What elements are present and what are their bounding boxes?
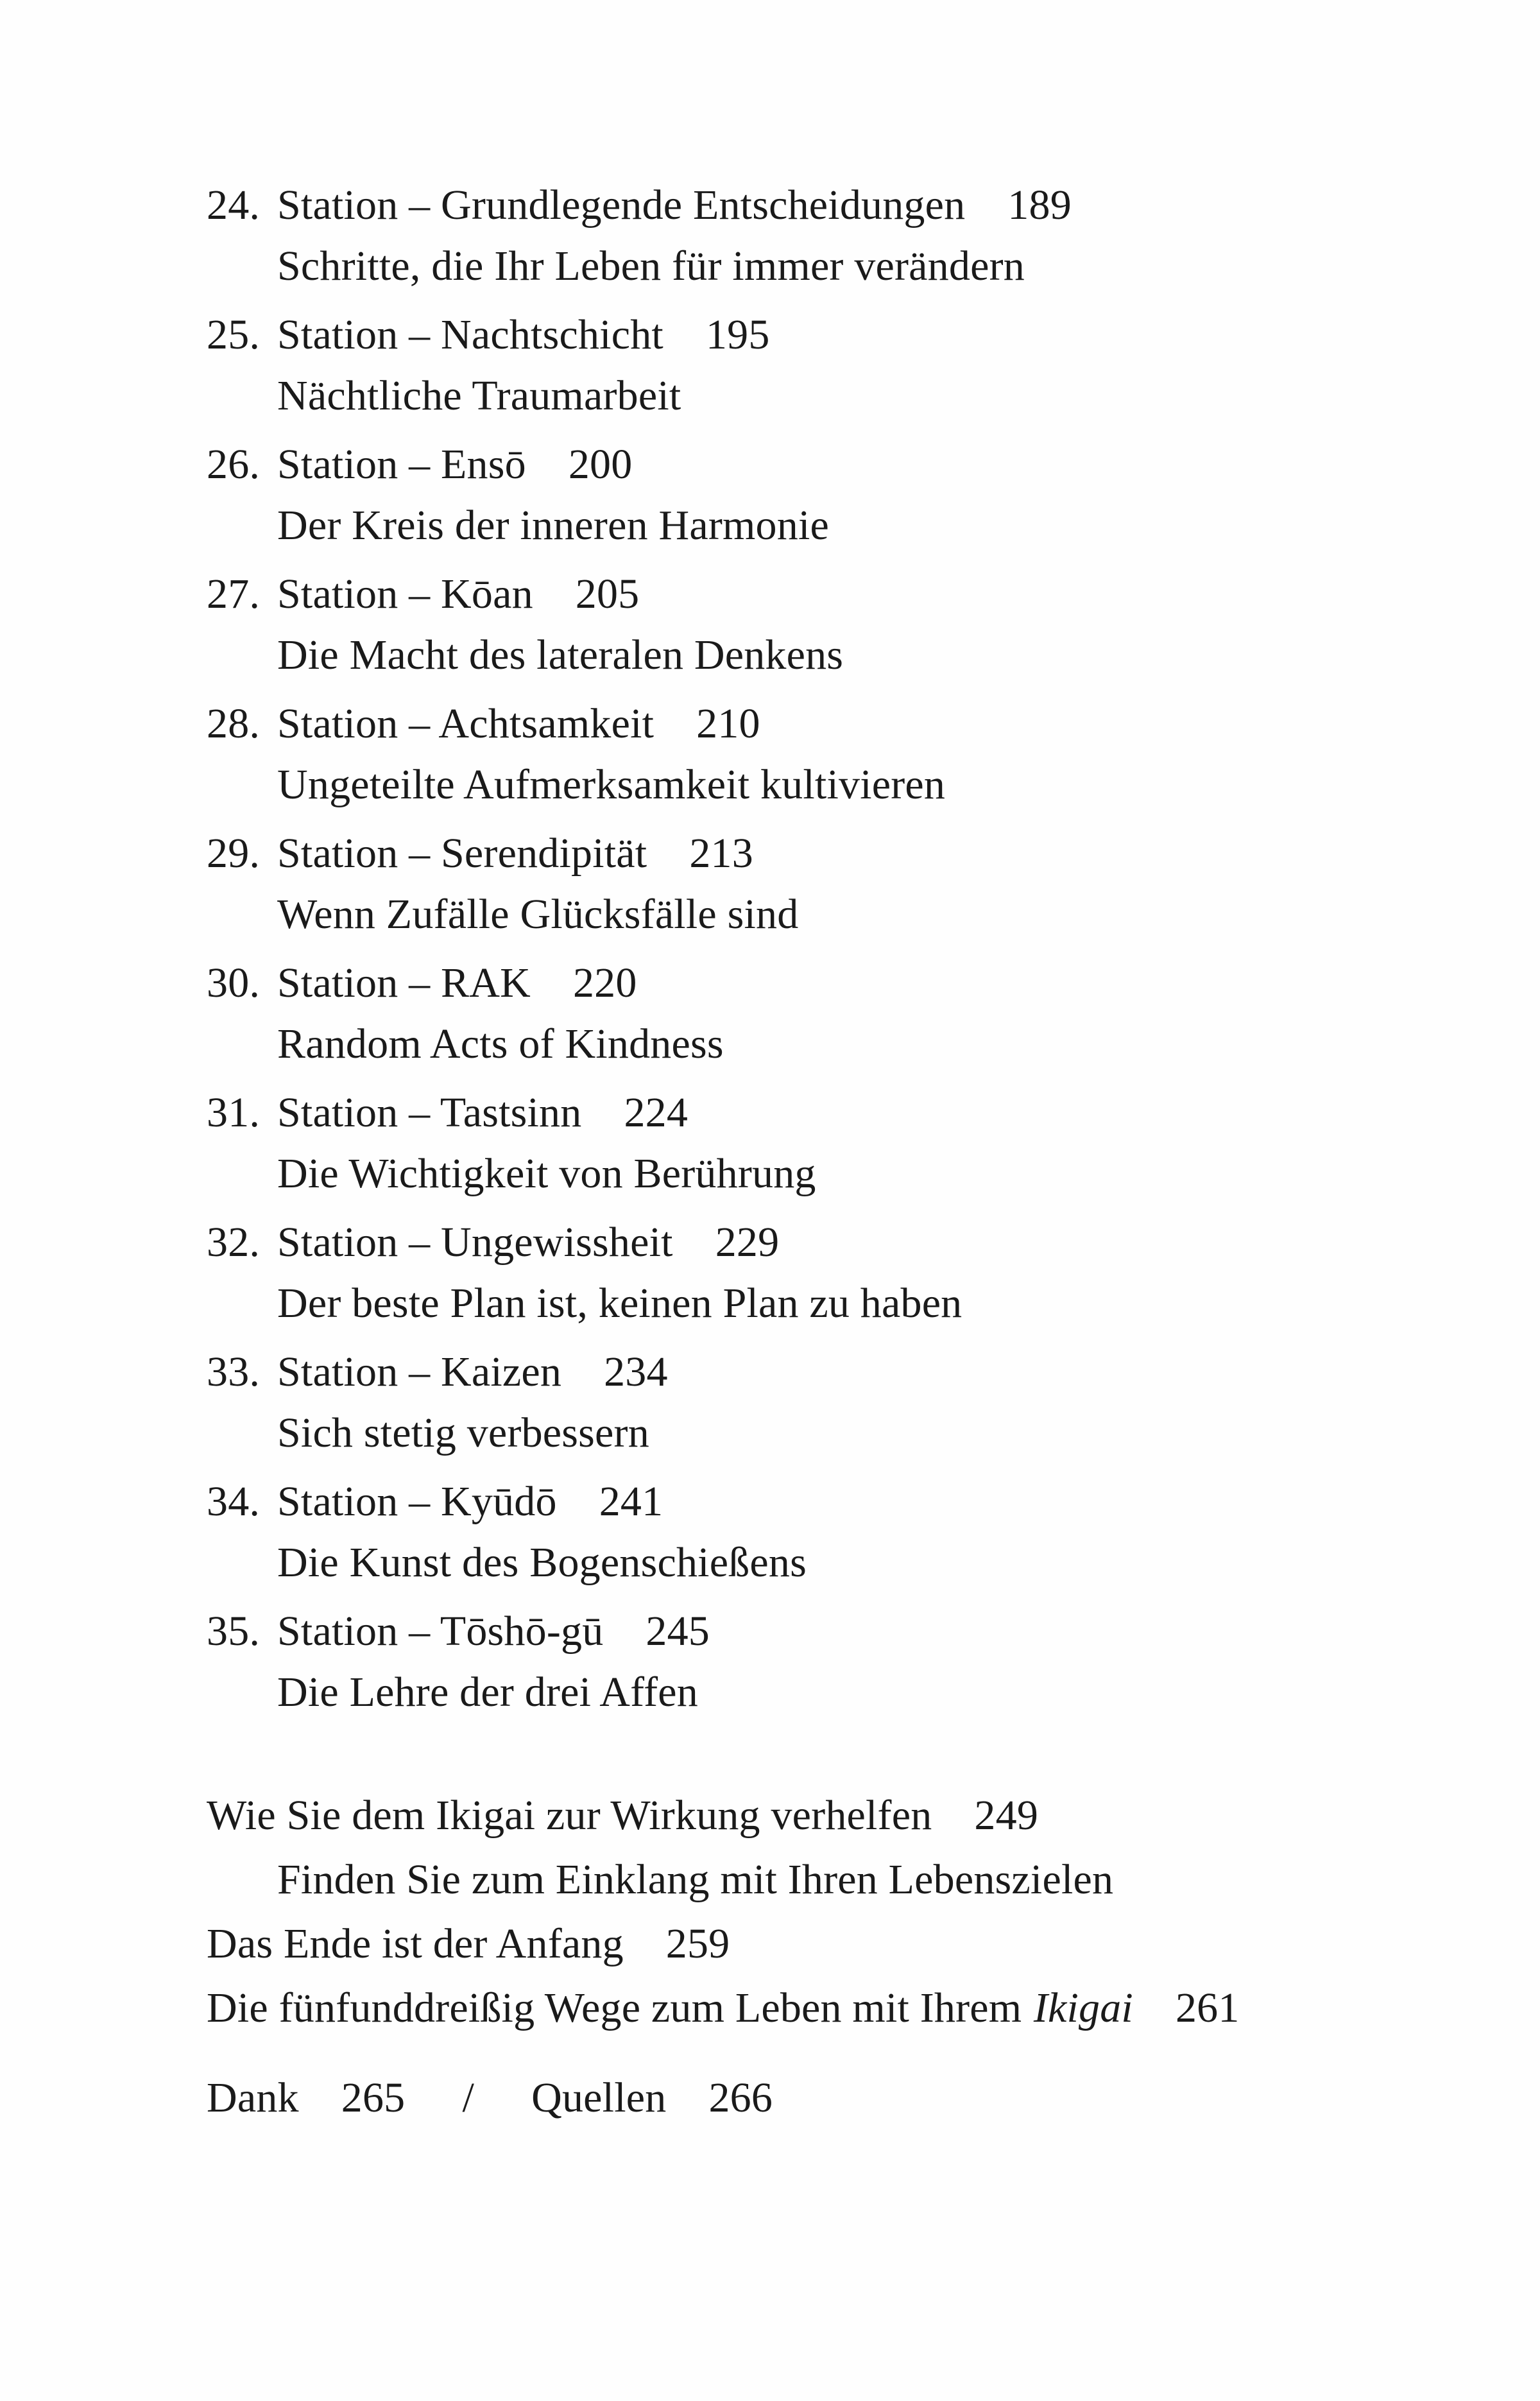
toc-entry bbox=[207, 1082, 1348, 1204]
entry-title-line bbox=[207, 564, 1348, 624]
entry-number: 30. bbox=[207, 960, 261, 1006]
closing-line bbox=[207, 1976, 1348, 2040]
entry-number: 34. bbox=[207, 1478, 261, 1525]
entry-number: 27. bbox=[207, 571, 261, 617]
entry-subtitle: Der beste Plan ist, keinen Plan zu haben bbox=[277, 1280, 963, 1327]
entry-subtitle: Wenn Zufälle Glücksfälle sind bbox=[277, 891, 799, 938]
entry-page-number: 210 bbox=[696, 700, 760, 747]
closing-title: Das Ende ist der Anfang bbox=[207, 1920, 624, 1967]
closing-title-italic: Ikigai bbox=[1033, 1984, 1133, 2031]
entry-page-number: 205 bbox=[575, 571, 640, 617]
entry-subtitle: Die Macht des lateralen Denkens bbox=[277, 632, 844, 678]
entry-title-line bbox=[207, 1471, 1348, 1532]
entry-number: 33. bbox=[207, 1348, 261, 1395]
entry-page-number: 229 bbox=[715, 1219, 780, 1266]
entry-title: Station – Tōshō-gū bbox=[277, 1608, 604, 1655]
closing-title: Wie Sie dem Ikigai zur Wirkung verhelfen bbox=[207, 1792, 932, 1839]
entry-title: Station – Nachtschicht bbox=[277, 311, 663, 358]
toc-entry bbox=[207, 175, 1348, 297]
toc-entry bbox=[207, 1601, 1348, 1723]
entry-title: Station – Ensō bbox=[277, 441, 526, 488]
entry-page-number: 213 bbox=[689, 830, 753, 877]
table-of-contents bbox=[207, 175, 1348, 2130]
entry-title: Station – Serendipität bbox=[277, 830, 647, 877]
toc-entry bbox=[207, 434, 1348, 556]
entry-page-number: 234 bbox=[604, 1348, 668, 1395]
entry-title-line bbox=[207, 693, 1348, 754]
toc-entry bbox=[207, 693, 1348, 815]
closing-subtitle: Finden Sie zum Einklang mit Ihren Lebenszielen bbox=[277, 1856, 1114, 1903]
entry-title-line bbox=[207, 823, 1348, 884]
entry-number: 26. bbox=[207, 441, 261, 488]
entry-subtitle: Ungeteilte Aufmerksamkeit kultivieren bbox=[277, 761, 946, 808]
entry-title: Station – Grundlegende Entscheidungen bbox=[277, 182, 966, 228]
entry-number: 25. bbox=[207, 311, 261, 358]
toc-entry bbox=[207, 952, 1348, 1074]
toc-entry bbox=[207, 823, 1348, 945]
entry-number: 29. bbox=[207, 830, 261, 877]
entry-title-line bbox=[207, 1341, 1348, 1402]
entry-subtitle: Die Wichtigkeit von Berührung bbox=[277, 1150, 816, 1197]
entry-page-number: 224 bbox=[624, 1089, 689, 1136]
toc-entry bbox=[207, 1212, 1348, 1334]
entry-title-line bbox=[207, 1601, 1348, 1662]
entry-subtitle: Nächtliche Traumarbeit bbox=[277, 372, 681, 419]
closing-page-number: 261 bbox=[1175, 1984, 1240, 2031]
footer-page-number: 266 bbox=[708, 2074, 773, 2121]
entry-subtitle: Die Kunst des Bogenschießens bbox=[277, 1539, 807, 1586]
footer-line bbox=[207, 2066, 1348, 2130]
closing-title: Die fünfunddreißig Wege zum Leben mit Ihrem bbox=[207, 1984, 1022, 2031]
entry-title-line bbox=[207, 1212, 1348, 1273]
entry-page-number: 200 bbox=[568, 441, 633, 488]
entry-subtitle: Schritte, die Ihr Leben für immer verändern bbox=[277, 243, 1025, 289]
entry-number: 32. bbox=[207, 1219, 261, 1266]
entry-page-number: 241 bbox=[599, 1478, 663, 1525]
entry-title-line bbox=[207, 304, 1348, 365]
closing-page-number: 249 bbox=[974, 1792, 1039, 1839]
entry-number: 35. bbox=[207, 1608, 261, 1655]
entry-title: Station – Tastsinn bbox=[277, 1089, 582, 1136]
footer-page-number: 265 bbox=[341, 2074, 406, 2121]
entry-title-line bbox=[207, 1082, 1348, 1143]
entry-title: Station – Kyūdō bbox=[277, 1478, 557, 1525]
entry-subtitle: Random Acts of Kindness bbox=[277, 1020, 724, 1067]
toc-entry bbox=[207, 1341, 1348, 1463]
toc-entry bbox=[207, 1471, 1348, 1593]
entry-title: Station – Kōan bbox=[277, 571, 533, 617]
toc-entry bbox=[207, 564, 1348, 685]
closing-line bbox=[207, 1784, 1348, 1848]
entry-title-line bbox=[207, 434, 1348, 495]
entry-page-number: 195 bbox=[705, 311, 770, 358]
closing-section bbox=[207, 1784, 1348, 2040]
entry-page-number: 189 bbox=[1007, 182, 1072, 228]
entry-subtitle: Die Lehre der drei Affen bbox=[277, 1669, 698, 1716]
footer-separator: / bbox=[462, 2074, 475, 2121]
entry-number: 28. bbox=[207, 700, 261, 747]
entry-title: Station – Kaizen bbox=[277, 1348, 562, 1395]
entry-title: Station – Ungewissheit bbox=[277, 1219, 673, 1266]
footer-label: Quellen bbox=[531, 2074, 667, 2121]
footer-label: Dank bbox=[207, 2074, 299, 2121]
closing-line bbox=[207, 1912, 1348, 1976]
entry-title-line bbox=[207, 175, 1348, 236]
toc-entry bbox=[207, 304, 1348, 426]
entry-page-number: 245 bbox=[646, 1608, 710, 1655]
entry-title: Station – RAK bbox=[277, 960, 531, 1006]
entry-page-number: 220 bbox=[572, 960, 637, 1006]
closing-page-number: 259 bbox=[665, 1920, 730, 1967]
entry-title-line bbox=[207, 952, 1348, 1013]
entry-number: 31. bbox=[207, 1089, 261, 1136]
entry-title: Station – Achtsamkeit bbox=[277, 700, 654, 747]
entry-number: 24. bbox=[207, 182, 261, 228]
entry-subtitle: Der Kreis der inneren Harmonie bbox=[277, 502, 829, 549]
entry-subtitle: Sich stetig verbessern bbox=[277, 1409, 649, 1456]
